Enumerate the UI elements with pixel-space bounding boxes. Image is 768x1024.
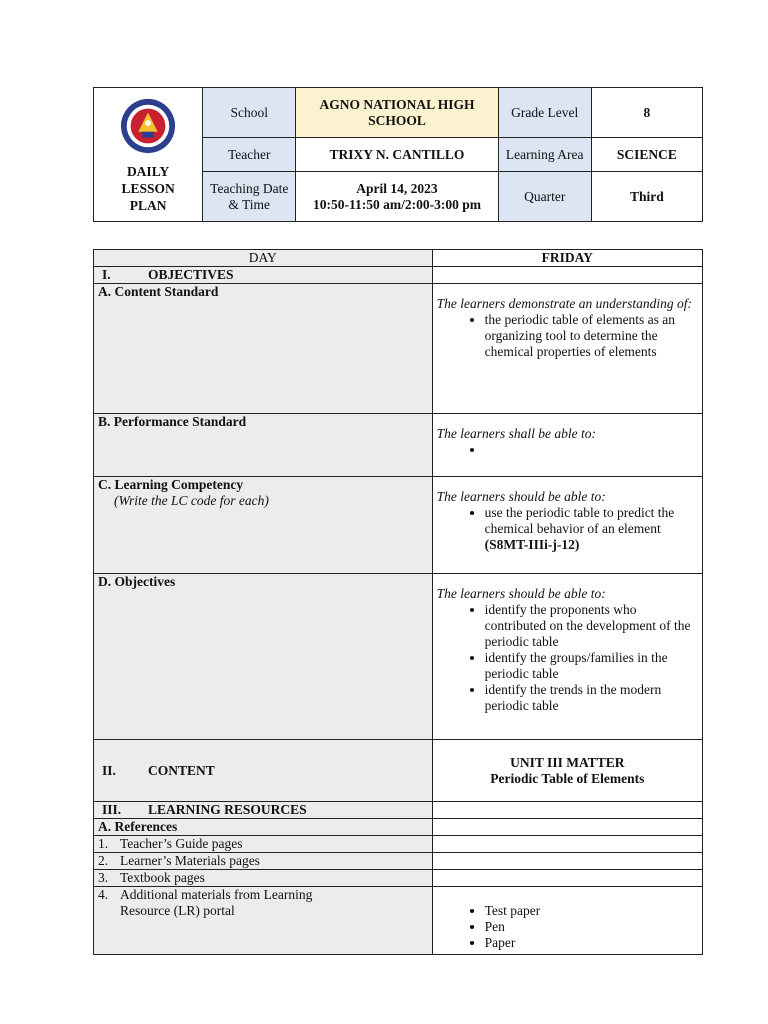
materials-list [437,903,698,951]
objectives-d-list [437,602,698,714]
references-empty [432,819,702,836]
learning-area-value: SCIENCE [591,138,702,172]
objectives-d-label: D. Objectives [94,574,433,740]
learning-area-label: Learning Area [498,138,591,172]
ref-item-number: 2. [98,853,109,868]
ref-item-number: 4. [98,887,109,902]
resources-number: III. [102,802,122,817]
competency-cell [432,477,702,574]
grade-level-value: 8 [591,88,702,138]
ref-item-value [432,853,702,870]
lesson-plan-table [93,249,703,955]
ref-item [94,887,433,955]
objectives-number: I. [102,267,111,282]
dlp-line-1: DAILY [126,164,170,179]
resources-label: LEARNING RESOURCES [148,802,307,817]
day-value: FRIDAY [432,250,702,267]
competency-label: C. Learning Competency [98,477,244,492]
content-standard-list [437,312,698,360]
content-standard-intro: The learners demonstrate an understanding of: [436,296,692,311]
content-label: CONTENT [148,762,215,778]
teaching-date-label: Teaching Date & Time [203,172,296,222]
ref-item-value [432,870,702,887]
teacher-value: TRIXY N. CANTILLO [296,138,498,172]
objectives-d-item: • identify the proponents who contributed on the development of the periodic table [485,602,698,650]
content-standard-label: A. Content Standard [94,284,433,414]
teaching-date: April 14, 2023 [356,180,438,196]
day-header: DAY [94,250,433,267]
dlp-title [98,163,198,214]
competency-code: (S8MT-IIIi-j-12) [484,537,580,552]
ref-item-number: 1. [98,836,109,851]
competency-item-text: use the periodic table to predict the chemical behavior of an element [484,505,675,536]
competency-cell-left [94,477,433,574]
performance-standard-list [437,442,698,458]
resources-empty [432,802,702,819]
school-label: School [203,88,296,138]
objectives-d-cell [432,574,702,740]
objectives-empty [432,267,702,284]
objectives-heading [94,267,433,284]
material-item: • Pen [485,919,698,935]
materials-cell [432,887,702,955]
competency-note: (Write the LC code for each) [114,493,269,508]
objectives-d-item: • identify the trends in the modern periodic table [485,682,698,714]
objectives-label: OBJECTIVES [148,267,234,282]
performance-standard-label: B. Performance Standard [94,414,433,477]
competency-list [437,505,698,553]
dlp-line-2: LESSON [121,181,175,196]
content-heading [94,740,433,802]
ref-item-value [432,836,702,853]
ref-item [94,870,433,887]
content-title: UNIT III MATTER [510,754,625,770]
grade-level-label: Grade Level [498,88,591,138]
competency-intro: The learners should be able to: [436,489,606,504]
performance-standard-item [485,442,698,458]
school-value: AGNO NATIONAL HIGH SCHOOL [296,88,498,138]
logo-cell [94,88,203,222]
performance-standard-cell [432,414,702,477]
teaching-time: 10:50-11:50 am/2:00-3:00 pm [312,196,481,212]
content-number: II. [102,762,116,778]
material-item: • Test paper [485,903,698,919]
deped-seal-icon [119,97,177,155]
ref-item-label: Textbook pages [120,870,205,885]
competency-item [485,505,698,553]
ref-item-label: Learner’s Materials pages [120,853,260,868]
teacher-label: Teacher [203,138,296,172]
performance-standard-intro: The learners shall be able to: [436,426,596,441]
references-label: A. References [94,819,433,836]
ref-item [94,836,433,853]
objectives-d-item: • identify the groups/families in the periodic table [485,650,698,682]
teaching-date-value [296,172,498,222]
ref-item-label: Additional materials from Learning Resource (LR) portal [120,887,313,918]
content-subtitle: Periodic Table of Elements [490,770,645,786]
content-standard-cell [432,284,702,414]
material-item: • Paper [485,935,698,951]
header-table [93,87,703,222]
content-standard-item: • the periodic table of elements as an organizing tool to determine the chemical properties of elements [485,312,698,360]
quarter-label: Quarter [498,172,591,222]
ref-item-label: Teacher’s Guide pages [120,836,243,851]
dlp-line-3: PLAN [129,198,167,213]
resources-heading [94,802,433,819]
quarter-value: Third [591,172,702,222]
ref-item-number: 3. [98,870,109,885]
content-cell [432,740,702,802]
objectives-d-intro: The learners should be able to: [436,586,606,601]
ref-item [94,853,433,870]
